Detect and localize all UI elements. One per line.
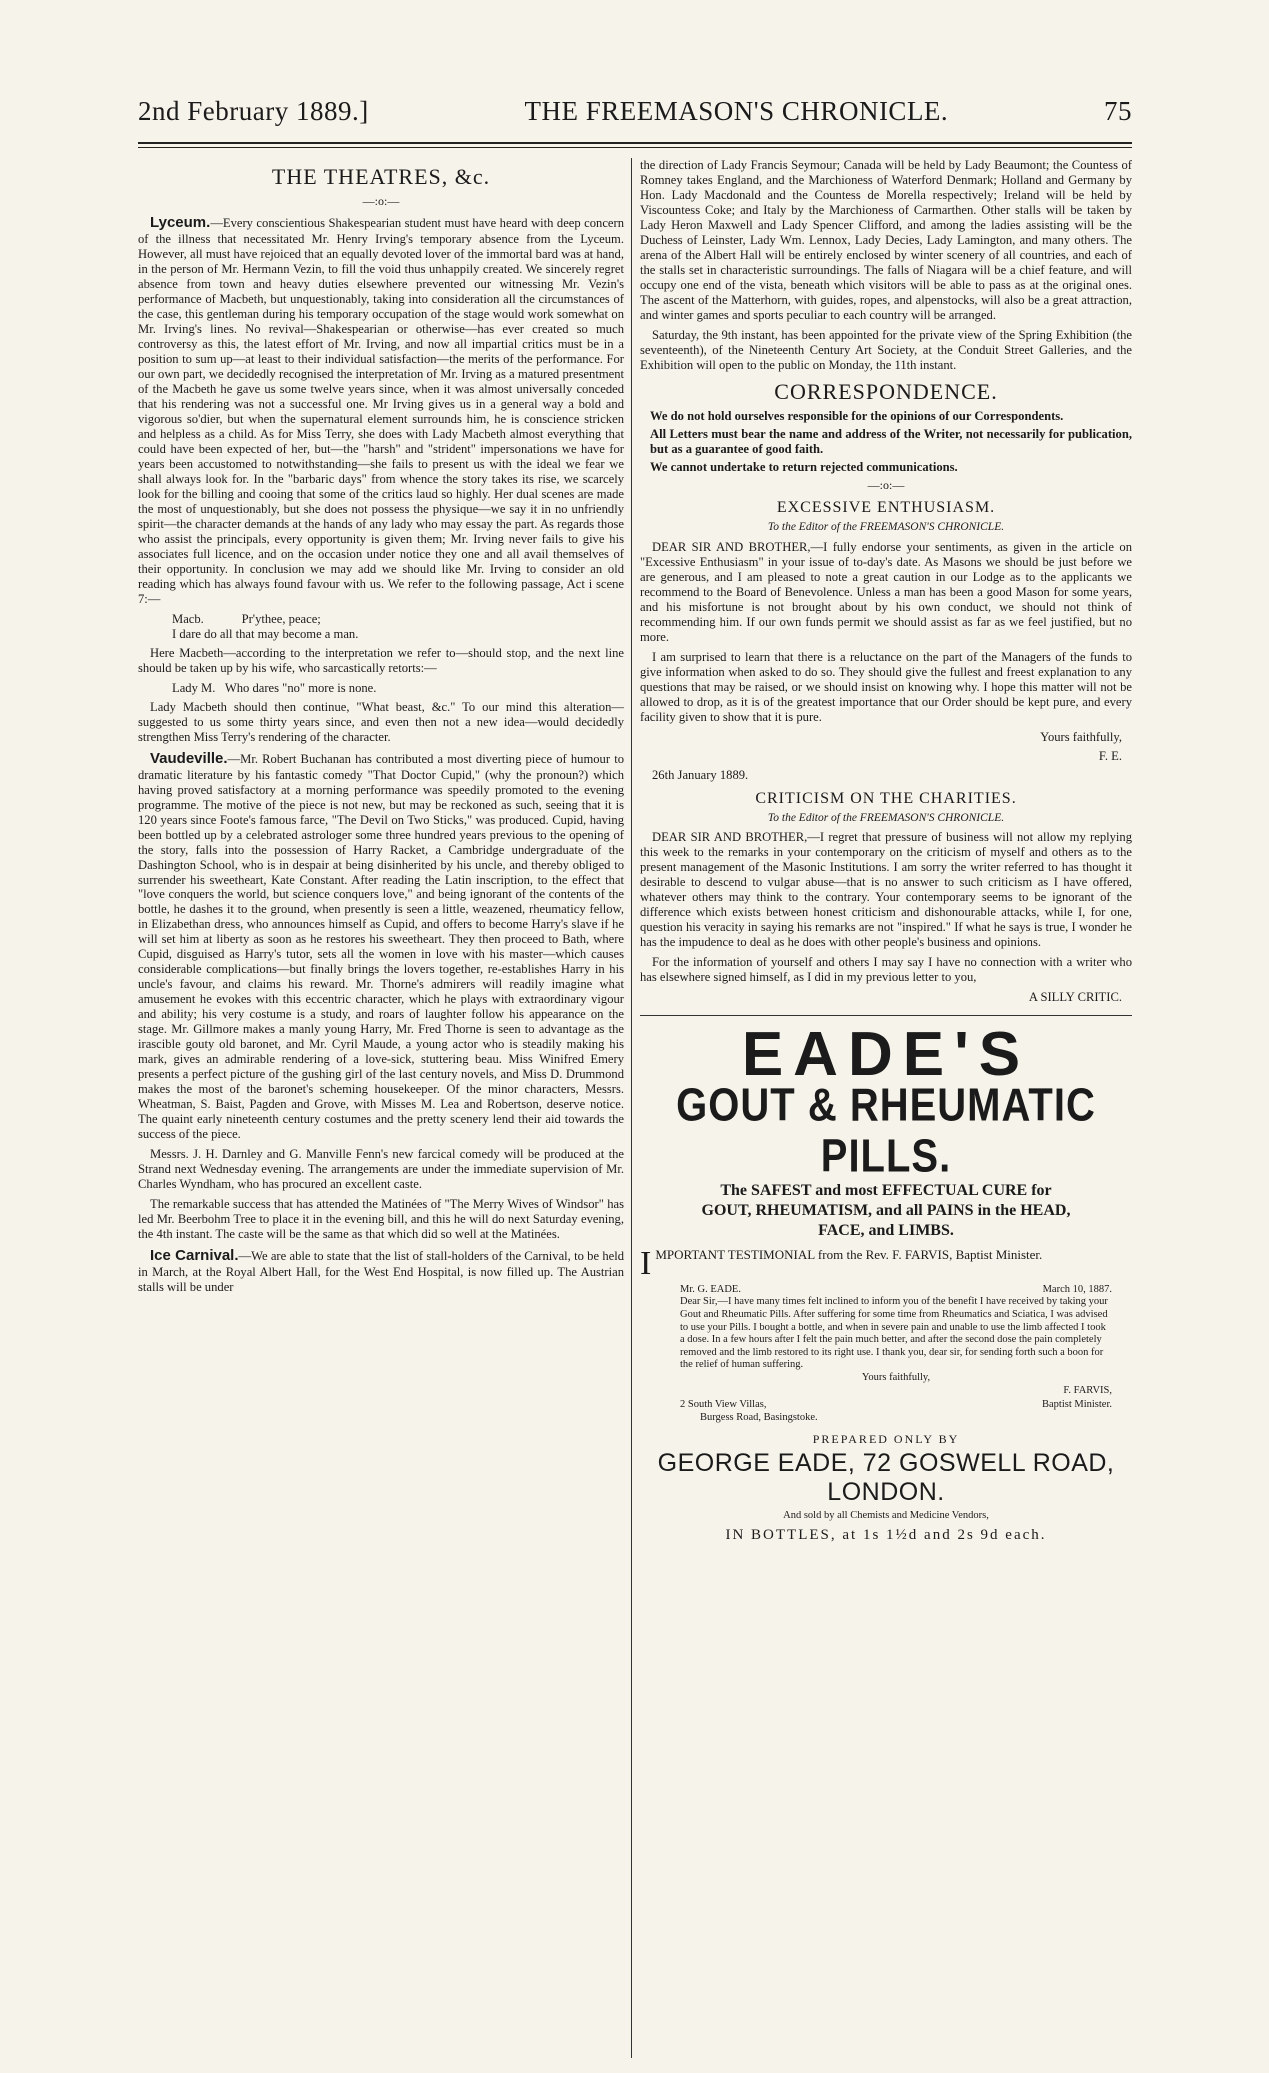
ice-carnival-continued: the direction of Lady Francis Seymour; Canada will be held by Lady Beaumont; the Countess of Romney takes England, and the Marchioness of Waterford Denmark; Holland and Germany by Hon. Lady Macdonald and the Countess de Morella respectively; Ireland will be held by Viscountess Coke; and Italy by the Marchioness of Carmarthen. Other stalls will be taken by Lady Heron Maxwell and Lady Spencer Clifford, and among the ladies assisting will be the Duchess of Leinster, Lady Wm. Lennox, Lady Decies, Lady Lamington, and many others. The arena of the Albert Hall will be entirely enclosed by winter scenery of all countries, and each of the stalls set in characteristic surroundings. The falls of Niagara will be a chief feature, and will occupy one end of the vista, beneath which visitors will be able to pass as at the original ones. The ascent of the Matterhorn, with guides, ropes, and alpenstocks, will also be a great attraction, and winter games and sports peculiar to each country will be arranged. <box>640 158 1132 322</box>
vaudeville-paragraph: Vaudeville.—Mr. Robert Buchanan has contributed a most diverting piece of humour to dramatic literature by his fantastic comedy "That Doctor Cupid," (why the pronoun?) which having proved satisfactory at a morning performance was speedily promoted to the evening programme. The motive of the piece is not new, but may be reckoned as such, seeing that it is 120 years since Foote's famous farce, "The Devil on Two Sticks," was produced. Cupid, having been bottled up by a celebrated astrologer some three hundred years previous to the opening of the story, falls into the possession of Harry Racket, a Cambridge undergraduate of the Dashington School, who is in despair at being disinherited by his uncle, and thereby obliged to surrender his sweetheart, Kate Constant. After reading the Latin inscription, to the effect that "love conquers the world, but science conquers love," and being ignorant of the contents of the bottle, he dashes it to the ground, when presently is seen a little, weazened, rheumaticy fellow, in Elizabethan dress, who announces himself as Cupid, and offers to become Harry's slave if he will set him at liberty as soon as he restores his sweetheart. They then proceed to Bath, where Cupid, disguised as Harry's tutor, sets all the women in love with his master—which causes considerable complications—but finally brings the lovers together, re-establishes Harry in his uncle's favour, and claims his reward. Mr. Thorne's admirers will readily imagine what amusement he evokes with this eccentric character, which he plays with extraordinary vigour and ability; his very costume is a study, and roars of laughter follow his appearance on the stage. Mr. Gillmore makes a manly young Harry, Mr. Fred Thorne is seen to advantage as the irascible gouty old baronet, and Mr. Cyril Maude, a young actor who is steadily making his mark, gives an admirable rendering of a love-sick, stuttering beau. Miss Winifred Emery presents a perfect picture of the gushing girl of the last century novels, and Miss D. Drummond makes the most of the baronet's scheming housekeeper. Of the minor characters, Messrs. Wheatman, S. Baist, Pagden and Grove, with Misses M. Lea and Robertson, deserve notice. The quaint early nineteenth century costumes and the pretty scenery lend their aid towards the success of the piece. <box>138 749 624 1142</box>
letter-date: 26th January 1889. <box>652 767 749 782</box>
to-editor-line: To the Editor of the FREEMASON'S CHRONICLE. <box>767 811 1005 824</box>
ad-sold: And sold by all Chemists and Medicine Vendors, <box>783 1510 989 1522</box>
letter-paragraph: DEAR SIR AND BROTHER,—I regret that pressure of business will not allow my replying this week to the remarks in your contemporary on the criticism of myself and others as to the present management of the Masonic Institutions. I am sorry the writer referred to has thought it desirable to descend to vulgar abuse—that is no answer to such criticism as I have offered, whatever others may think to the contrary. Your contemporary seems to be ignorant of the difference which exists between honest criticism and dishonourable attacks, while I, for one, question his veracity in saying his remarks are not "inspired." If what he says is true, I wonder he has the impudence to deal as he does with other people's business and opinions. <box>640 830 1132 950</box>
ad-product: GOUT & RHEUMATIC PILLS. <box>676 1080 1096 1182</box>
ornament: —:o:— <box>362 194 400 209</box>
quote-speaker: Lady M. <box>172 680 216 695</box>
ad-price: IN BOTTLES, at 1s 1½d and 2s 9d each. <box>725 1526 1047 1543</box>
masthead-rule-thin <box>138 147 1132 148</box>
drop-cap: I <box>640 1245 652 1283</box>
ornament: —:o:— <box>867 477 905 492</box>
lady-macbeth-quote <box>172 681 624 696</box>
masthead-rule <box>138 142 1132 144</box>
left-column <box>138 158 624 2063</box>
exhibition-paragraph: Saturday, the 9th instant, has been appointed for the private view of the Spring Exhibition (the seventeenth), of the Nineteenth Century Art Society, at the Conduit Street Galleries, and the Exhibition will open to the public on Monday, the 11th instant. <box>640 327 1132 372</box>
issue-date: 2nd February 1889.] <box>138 96 369 126</box>
ad-maker: GEORGE EADE, 72 GOSWELL ROAD, LONDON. <box>657 1448 1115 1507</box>
letter-paragraph: I am surprised to learn that there is a reluctance on the part of the Managers of the funds to give information when asked to do so. They should give the fullest and freest explanation to any questions that may be raised, or we should insist on knowing why. I hope this matter will not be allowed to drop, as it is of the greatest importance that our Order should be kept pure, and every facility given to show that it is pure. <box>640 649 1132 724</box>
ad-prepared: PREPARED ONLY BY <box>812 1432 960 1447</box>
publication-title: THE FREEMASON'S CHRONICLE. <box>524 96 949 126</box>
letter-signature: A SILLY CRITIC. <box>1028 990 1122 1005</box>
correspondence-disclaimer: We do not hold ourselves responsible for the opinions of our Correspondents. All Letters must bear the name and address of the Writer, not necessarily for publication, but as a guarantee of good faith. We cannot undertake to return rejected communications. <box>650 408 1132 474</box>
to-editor-line: To the Editor of the FREEMASON'S CHRONICLE. <box>767 521 1005 534</box>
vaudeville-lead: Vaudeville. <box>150 749 228 767</box>
ad-brand: EADE'S <box>741 1020 1031 1090</box>
lyceum-lead: Lyceum. <box>150 214 211 232</box>
macbeth-quote <box>172 612 624 642</box>
lyceum-paragraph-3: Lady Macbeth should then continue, "What beast, &c." To our mind this alteration—suggested to us some thirty years since, and even then not a new idea—would decidedly strengthen Miss Terry's rendering of the character. <box>138 699 624 744</box>
quote-line: Pr'ythee, peace; <box>241 611 321 626</box>
masthead <box>138 96 1132 136</box>
strand-paragraph: Messrs. J. H. Darnley and G. Manville Fenn's new farcical comedy will be produced at the Strand next Wednesday evening. The arrangements are under the immediate supervision of Mr. Charles Wyndham, who has procured an excellent caste. <box>138 1147 624 1192</box>
lyceum-paragraph: Lyceum.—Every conscientious Shakespearian student must have heard with deep concern of the illness that necessitated Mr. Henry Irving's temporary absence from the Lyceum. However, all must have rejoiced that an equally devoted lover of the immortal bard was at hand, in the person of Mr. Hermann Vezin, to fill the void thus unhappily created. We sincerely regret absence from town and heavy duties elsewhere prevented our witnessing Mr. Vezin's performance of Macbeth, but unquestionably, taking into consideration all the circumstances of the case, this gentleman during his temporary occupation of the stage would work somewhat on Mr. Irving's lines. No revival—Shakespearian or otherwise—has ever created so much controversy as this, the latest effort of Mr. Irving, and now all impartial critics must be in a position to sum up—at least to their individual satisfaction—the merits of the performance. For our own part, we decidedly recognised the interpretation of Mr. Irving as a matured presentment of the Macbeth he gave us some twelve years since, when it was almost universally conceded that his rendering was not a successful one. Mr Irving gives us in a general way a bold and vigorous so'dier, but when the supernatural element surrounds him, he is conscience stricken and helpless as a child. As for Miss Terry, she does with Lady Macbeth almost everything that could have been expected of her, but—the "harsh" and "strident" impersonations we have for years been accustomed to notwithstanding—she fails to present us with the ideal we fear we shall always look for. In the "barbaric days" from whence the story takes its rise, we scarcely look for the billing and cooing that some of the critics laud so highly. Her dual scenes are made the most of unquestionably, but she does not possess the physique—we say it in no unfriendly spirit—the character demands at the hands of any lady who may essay the part. As regards those who assist the principals, every opportunity is given them; Mr. Irving never fails to give his associates full licence, and on the occasion under notice they one and all avail themselves of their opportunity. In conclusion we may add we should like Mr. Irving to consider an old reading which has always found favour with us. We refer to the following passage, Act i scene 7:— <box>138 214 624 606</box>
ice-carnival-lead: Ice Carnival. <box>150 1247 239 1265</box>
quote-line: Who dares "no" more is none. <box>224 680 377 695</box>
matinees-paragraph: The remarkable success that has attended the Matinées of "The Merry Wives of Windsor" has led Mr. Beerbohm Tree to place it in the evening bill, and this he will do next Saturday evening, the 4th instant. The caste will be the same as that which did so well at the Matinées. <box>138 1197 624 1242</box>
ice-carnival-paragraph: Ice Carnival.—We are able to state that the list of stall-holders of the Carnival, to be held in March, at the Royal Albert Hall, for the West End Hospital, is now filled up. The Austrian stalls will be under <box>138 1247 624 1294</box>
advertisement <box>640 1015 1132 1544</box>
quote-speaker: Macb. <box>172 611 204 626</box>
lyceum-paragraph-2: Here Macbeth—according to the interpretation we refer to—should stop, and the next line should be taken up by his wife, who sarcastically retorts:— <box>138 645 624 675</box>
correspondence-heading: CORRESPONDENCE. <box>774 378 998 404</box>
ad-testimonial-heading: IMPORTANT TESTIMONIAL from the Rev. F. FARVIS, Baptist Minister. <box>640 1245 1043 1283</box>
ad-testimonial-letter: Mr. G. EADE. March 10, 1887. Dear Sir,—I have many times felt inclined to inform you of the benefit I have received by taking your Gout and Rheumatic Pills. After suffering for some time from Rheumatics and Sciatica, I was advised to use your Pills. I bought a bottle, and when in severe pain and unable to use the limb affected I took a dose. In a few hours after I felt the pain much better, and after the second dose the pain completely removed and the limb restored to its right use. I thank you, dear sir, for sending forth such a boon for the relief of human suffering. Yours faithfully, F. FARVIS, 2 South View Villas, Baptist Minister. Burgess Road, Basingstoke. <box>680 1283 1112 1423</box>
letter-heading: EXCESSIVE ENTHUSIASM. <box>776 499 996 517</box>
quote-line: I dare do all that may become a man. <box>172 626 359 641</box>
letter-heading: CRITICISM ON THE CHARITIES. <box>755 789 1017 807</box>
right-column <box>640 158 1132 2063</box>
ad-tagline: The SAFEST and most EFFECTUAL CURE for GOUT, RHEUMATISM, and all PAINS in the HEAD, FACE, and LIMBS. <box>701 1182 1071 1240</box>
theatres-heading: THE THEATRES, &c. <box>271 164 491 189</box>
letter-paragraph: For the information of yourself and others I may say I have no connection with a writer who has elsewhere signed himself, as I did in my previous letter to you, <box>640 955 1132 985</box>
column-divider <box>631 158 632 2058</box>
letter-signature: F. E. <box>1098 748 1122 763</box>
letter-closing: Yours faithfully, <box>1040 729 1122 744</box>
letter-paragraph: DEAR SIR AND BROTHER,—I fully endorse your sentiments, as given in the article on "Excessive Enthusiasm" in your issue of to-day's date. As Masons we should be just before we are generous, and I am pleased to note a great caution in our Lodge as to the applicants we recommend to the Board of Benevolence. Unless a man has been a good Mason for some years, and his misfortune is not brought about by his own conduct, we should not think of recommending him. If our own funds permit we should assist as far as we feel justified, but no more. <box>640 539 1132 644</box>
page-number: 75 <box>1104 96 1132 126</box>
